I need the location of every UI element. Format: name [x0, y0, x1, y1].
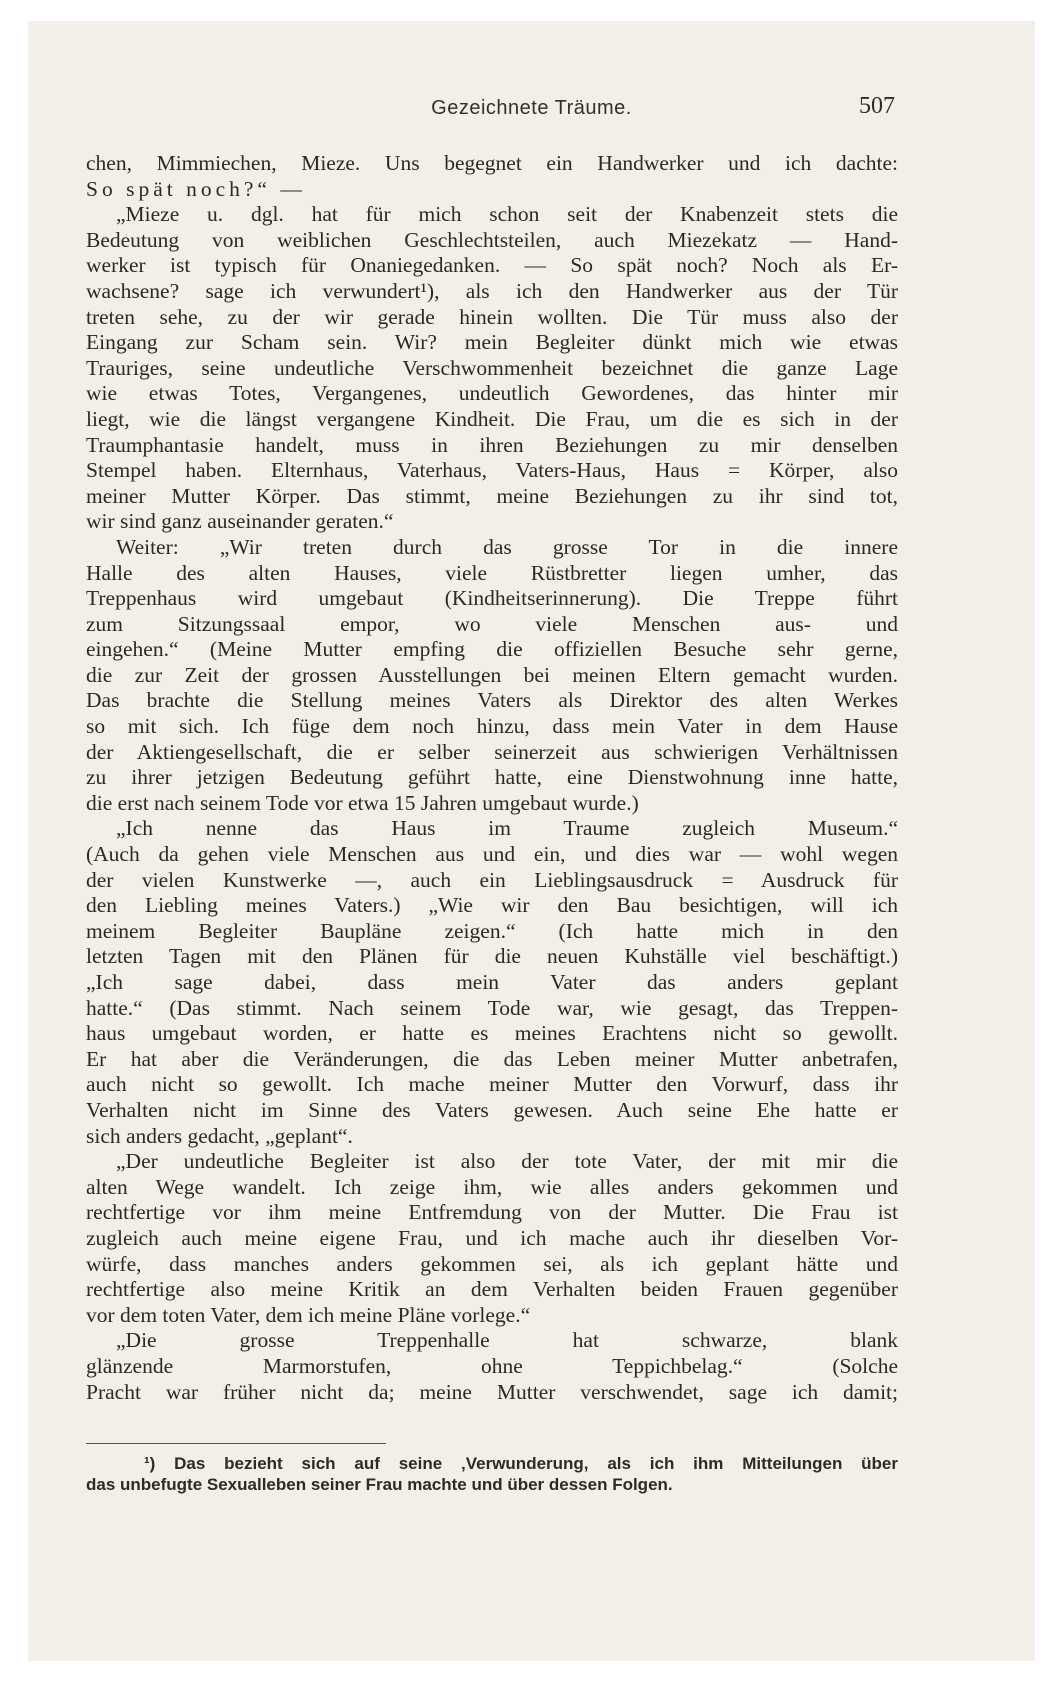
- footnote-divider: [86, 1443, 386, 1444]
- text-line: werker ist typisch für Onaniegedanken. — So spät noch? Noch als Er-: [86, 253, 898, 278]
- text-line: sich anders gedacht, „geplant“.: [86, 1123, 353, 1148]
- text-line: hatte.“ (Das stimmt. Nach seinem Tode war, wie gesagt, das Treppen-: [86, 995, 898, 1020]
- book-page: [28, 21, 1035, 1661]
- text-line: liegt, wie die längst vergangene Kindheit. Die Frau, um die es sich in der: [86, 406, 898, 431]
- text-line: zu ihrer jetzigen Bedeutung geführt hatte, eine Dienstwohnung inne hatte,: [86, 765, 898, 790]
- page-header: [28, 93, 1035, 131]
- text-line: Verhalten nicht im Sinne des Vaters gewesen. Auch seine Ehe hatte er: [86, 1097, 898, 1122]
- text-line: meinem Begleiter Baupläne zeigen.“ (Ich hatte mich in den: [86, 918, 898, 943]
- text-line: Halle des alten Hauses, viele Rüstbretter liegen umher, das: [86, 560, 898, 585]
- text-line: chen, Mimmiechen, Mieze. Uns begegnet ein Handwerker und ich dachte:: [86, 151, 898, 175]
- text-line: „Die grosse Treppenhalle hat schwarze, blank: [116, 1328, 898, 1353]
- text-line: letzten Tagen mit den Plänen für die neuen Kuhställe viel beschäftigt.): [86, 944, 898, 969]
- text-line: zugleich auch meine eigene Frau, und ich mache auch ihr dieselben Vor-: [86, 1225, 898, 1250]
- text-line: rechtfertige vor ihm meine Entfremdung von der Mutter. Die Frau ist: [86, 1200, 898, 1225]
- text-line: wachsene? sage ich verwundert¹), als ich den Handwerker aus der Tür: [86, 278, 898, 303]
- text-line: die zur Zeit der grossen Ausstellungen bei meinen Eltern gemacht wurden.: [86, 662, 898, 687]
- text-line: Stempel haben. Elternhaus, Vaterhaus, Vaters-Haus, Haus = Körper, also: [86, 458, 898, 483]
- text-line: Das brachte die Stellung meines Vaters als Direktor des alten Werkes: [86, 688, 898, 713]
- text-line: den Liebling meines Vaters.) „Wie wir den Bau besichtigen, will ich: [86, 893, 898, 918]
- text-line: die erst nach seinem Tode vor etwa 15 Jahren umgebaut wurde.): [86, 790, 639, 815]
- text-line: haus umgebaut worden, er hatte es meines Erachtens nicht so gewollt.: [86, 1021, 898, 1046]
- text-line: glänzende Marmorstufen, ohne Teppichbelag.“ (Solche: [86, 1353, 898, 1378]
- text-line: So spät noch?“ —: [86, 176, 306, 201]
- text-line: rechtfertige also meine Kritik an dem Verhalten beiden Frauen gegenüber: [86, 1277, 898, 1302]
- text-line: vor dem toten Vater, dem ich meine Pläne vorlege.“: [86, 1302, 531, 1327]
- text-line: Traumphantasie handelt, muss in ihren Beziehungen zu mir denselben: [86, 432, 898, 457]
- footnote-line: ¹) Das bezieht sich auf seine ‚Verwunderung, als ich ihm Mitteilungen über: [144, 1454, 898, 1473]
- text-line: der Aktiengesellschaft, die er selber seinerzeit aus schwierigen Verhältnissen: [86, 739, 898, 764]
- text-line: „Ich sage dabei, dass mein Vater das anders geplant: [86, 970, 898, 994]
- running-title: Gezeichnete Träume.: [431, 97, 632, 119]
- text-line: „Mieze u. dgl. hat für mich schon seit der Knabenzeit stets die: [116, 202, 898, 227]
- text-line: Treppenhaus wird umgebaut (Kindheitserinnerung). Die Treppe führt: [86, 586, 898, 611]
- footnote: [86, 1453, 898, 1495]
- text-line: der vielen Kunstwerke —, auch ein Lieblingsausdruck = Ausdruck für: [86, 867, 898, 892]
- text-line: auch nicht so gewollt. Ich mache meiner Mutter den Vorwurf, dass ihr: [86, 1072, 898, 1097]
- text-line: so mit sich. Ich füge dem noch hinzu, dass mein Vater in dem Hause: [86, 714, 898, 739]
- footnote-line: das unbefugte Sexualleben seiner Frau machte und über dessen Folgen.: [86, 1475, 673, 1494]
- text-line: Pracht war früher nicht da; meine Mutter verschwendet, sage ich damit;: [86, 1379, 898, 1404]
- text-line: eingehen.“ (Meine Mutter empfing die offiziellen Besuche sehr gerne,: [86, 637, 898, 662]
- text-line: Bedeutung von weiblichen Geschlechtsteilen, auch Miezekatz — Hand-: [86, 227, 898, 252]
- text-line: meiner Mutter Körper. Das stimmt, meine Beziehungen zu ihr sind tot,: [86, 483, 898, 508]
- text-line: alten Wege wandelt. Ich zeige ihm, wie alles anders gekommen und: [86, 1174, 898, 1199]
- text-line: würfe, dass manches anders gekommen sei, als ich geplant hätte und: [86, 1251, 898, 1276]
- text-line: wie etwas Totes, Vergangenes, undeutlich Gewordenes, das hinter mir: [86, 381, 898, 406]
- text-line: „Ich nenne das Haus im Traume zugleich Museum.“: [116, 816, 898, 841]
- text-line: Eingang zur Scham sein. Wir? mein Begleiter dünkt mich wie etwas: [86, 330, 898, 355]
- text-line: Trauriges, seine undeutliche Verschwommenheit bezeichnet die ganze Lage: [86, 355, 898, 380]
- text-line: zum Sitzungssaal empor, wo viele Menschen aus- und: [86, 611, 898, 636]
- text-line: Er hat aber die Veränderungen, die das Leben meiner Mutter anbetrafen,: [86, 1046, 898, 1071]
- page-number: 507: [859, 93, 895, 119]
- text-line: Weiter: „Wir treten durch das grosse Tor in die innere: [116, 534, 898, 559]
- body-text: [86, 151, 898, 1405]
- text-line: wir sind ganz auseinander geraten.“: [86, 509, 394, 534]
- text-line: „Der undeutliche Begleiter ist also der tote Vater, der mit mir die: [116, 1149, 898, 1174]
- text-line: (Auch da gehen viele Menschen aus und ein, und dies war — wohl wegen: [86, 842, 898, 867]
- text-line: treten sehe, zu der wir gerade hinein wollten. Die Tür muss also der: [86, 304, 898, 329]
